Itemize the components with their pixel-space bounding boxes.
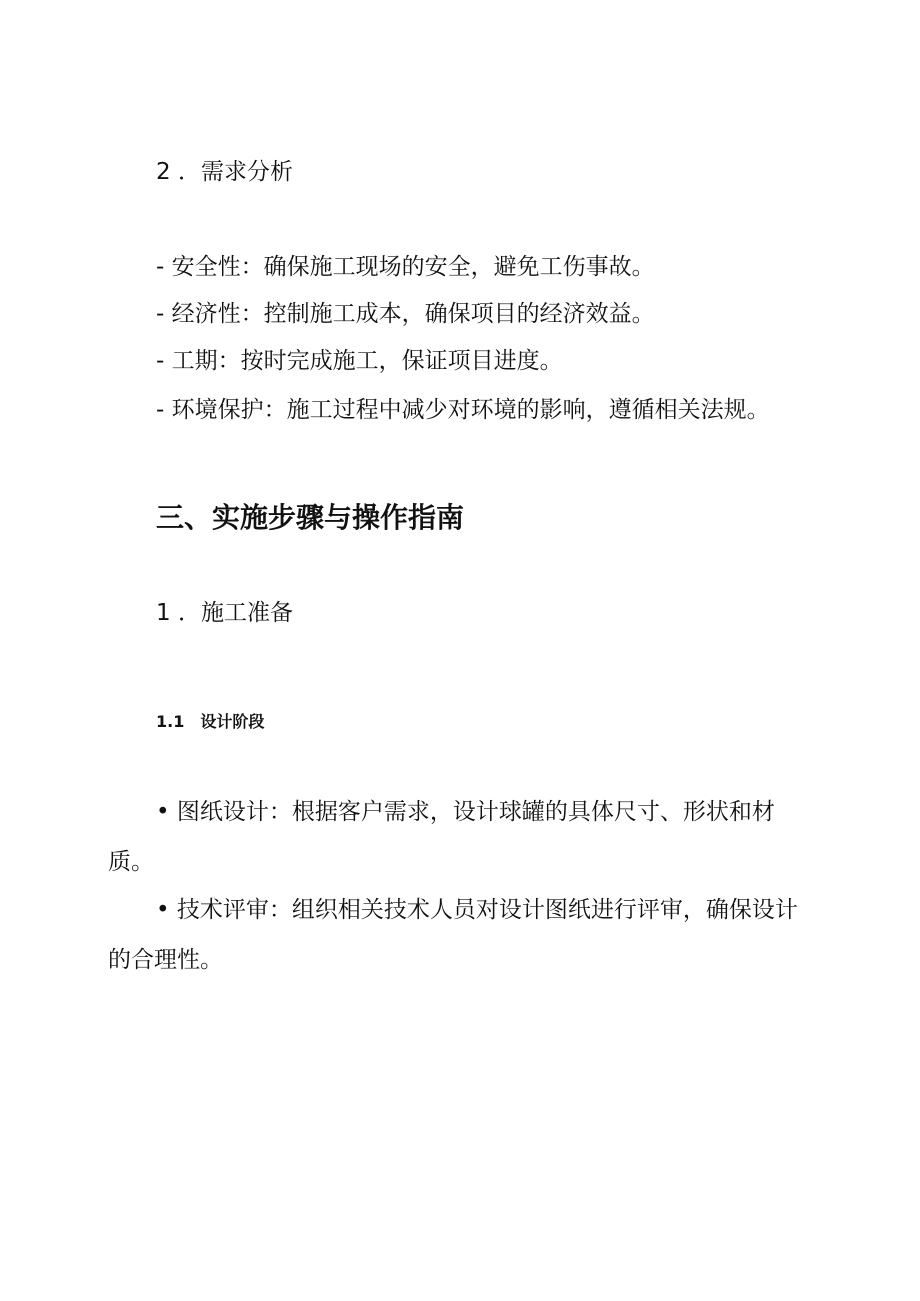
paragraph-drawing-design: • 图纸设计：根据客户需求，设计球罐的具体尺寸、形状和材质。 (108, 799, 775, 875)
requirement-item-environment: - 环境保护：施工过程中减少对环境的影响，遵循相关法规。 (156, 397, 770, 423)
paragraph-technical-review: • 技术评审：组织相关技术人员对设计图纸进行评审，确保设计的合理性。 (108, 897, 798, 973)
subsubsection-title: 设计阶段 (200, 712, 265, 731)
requirement-item-schedule: - 工期：按时完成施工，保证项目进度。 (156, 348, 563, 374)
requirement-item-economy: - 经济性：控制施工成本，确保项目的经济效益。 (156, 301, 655, 327)
subsection-heading: 1 ．施工准备 (156, 600, 293, 626)
requirements-heading: 2 ．需求分析 (156, 159, 293, 185)
subsubsection-number: 1.1 (156, 712, 185, 731)
section-heading: 三、实施步骤与操作指南 (156, 501, 465, 534)
subsubsection-heading (156, 711, 264, 733)
requirement-item-safety: - 安全性：确保施工现场的安全，避免工伤事故。 (156, 254, 655, 280)
